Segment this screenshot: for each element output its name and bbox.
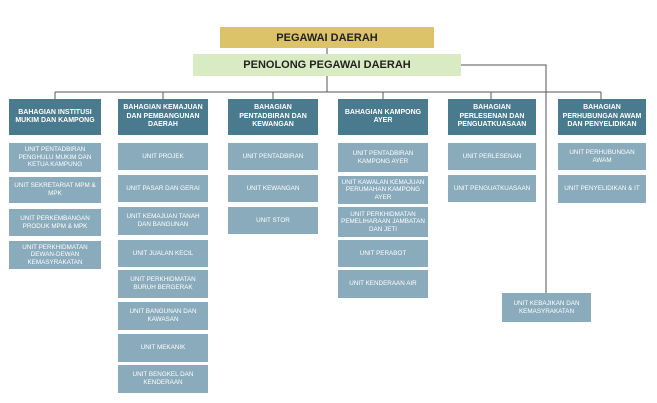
- unit-label: UNIT KEWANGAN: [246, 184, 300, 192]
- district-officer-box: [220, 27, 434, 48]
- unit-box: [118, 270, 208, 298]
- unit-label: UNIT PERKHIDMATAN DEWAN-DEWAN KEMASYRAKATAN: [22, 243, 88, 266]
- unit-box: [9, 209, 101, 236]
- department-label: BAHAGIAN PERLESENAN DAN PENGUATKUASAAN: [457, 104, 527, 129]
- department-box: [448, 99, 536, 135]
- unit-label: UNIT PERLESENAN: [462, 152, 522, 160]
- assistant-district-officer-box: [193, 54, 461, 76]
- unit-label: UNIT KAWALAN KEMAJUAN PERUMAHAN KAMPONG AYER: [341, 178, 425, 201]
- department-label: BAHAGIAN INSTITUSI MUKIM DAN KAMPONG: [15, 108, 95, 124]
- unit-box: [9, 241, 101, 269]
- unit-box: [118, 334, 208, 362]
- unit-box: [118, 207, 208, 235]
- department-label: BAHAGIAN PERHUBUNGAN AWAM DAN PENYELIDIKAN: [562, 104, 642, 129]
- unit-label: UNIT PENTADBIRAN KAMPONG AYER: [352, 149, 414, 165]
- unit-box: [558, 143, 646, 170]
- unit-box: [338, 143, 428, 172]
- unit-box: [338, 176, 428, 204]
- unit-box: [338, 207, 428, 237]
- department-box: [228, 99, 318, 135]
- department-box: [118, 99, 208, 135]
- unit-box: [338, 240, 428, 267]
- unit-box: [558, 175, 646, 203]
- unit-label: UNIT PENTADBIRAN PENGHULU MUKIM DAN KETUA KAMPUNG: [18, 146, 92, 169]
- department-label: BAHAGIAN PENTADBIRAN DAN KEWANGAN: [239, 104, 307, 129]
- unit-label: UNIT BENGKEL DAN KENDERAAN: [132, 371, 194, 386]
- department-box: [558, 99, 646, 135]
- unit-box: [118, 365, 208, 393]
- unit-box: [448, 175, 536, 202]
- assistant-district-officer-label: PENOLONG PEGAWAI DAERAH: [243, 59, 411, 71]
- unit-box: [118, 175, 208, 202]
- unit-box: [118, 240, 208, 267]
- unit-label: UNIT PENYELIDIKAN & IT: [564, 185, 640, 193]
- unit-box: [228, 143, 318, 170]
- unit-box: [9, 143, 101, 172]
- unit-label: UNIT JUALAN KECIL: [132, 249, 194, 257]
- unit-label: UNIT MEKANIK: [140, 344, 186, 352]
- unit-label: UNIT PERABOT: [359, 249, 407, 257]
- unit-label: UNIT KEMAJUAN TANAH DAN BANGUNAN: [126, 213, 200, 228]
- unit-label: UNIT PROJEK: [142, 152, 184, 160]
- unit-label: UNIT PENGUATKUASAAN: [453, 184, 531, 192]
- unit-box: [118, 302, 208, 330]
- unit-label: UNIT SEKRETARIAT MPM & MPK: [14, 182, 96, 197]
- unit-box: [448, 143, 536, 170]
- unit-box: [338, 270, 428, 298]
- department-label: BAHAGIAN KEMAJUAN DAN PEMBANGUNAN DAERAH: [123, 104, 203, 129]
- unit-label: UNIT STOR: [256, 216, 290, 224]
- unit-label: UNIT PERKEMBANGAN PRODUK MPM & MPK: [20, 214, 90, 230]
- standalone-unit-box: [502, 293, 591, 322]
- standalone-unit-label: UNIT KEBAJIKAN DAN KEMASYRAKATAN: [513, 299, 580, 315]
- unit-box: [228, 175, 318, 202]
- department-box: [338, 99, 428, 135]
- unit-label: UNIT KENDERAAN AIR: [349, 280, 417, 288]
- unit-box: [228, 207, 318, 234]
- department-box: [9, 99, 101, 135]
- unit-label: UNIT BANGUNAN DAN KAWASAN: [129, 308, 197, 323]
- unit-box: [118, 143, 208, 170]
- unit-box: [9, 177, 101, 203]
- unit-label: UNIT PERKHIDMATAN BURUH BERGERAK: [130, 276, 196, 291]
- department-label: BAHAGIAN KAMPONG AYER: [344, 108, 422, 124]
- district-officer-label: PEGAWAI DAERAH: [276, 31, 378, 44]
- unit-label: UNIT PERHUBUNGAN AWAM: [569, 148, 635, 164]
- unit-label: UNIT PASAR DAN GERAI: [126, 184, 200, 192]
- unit-label: UNIT PENTADBIRAN: [242, 152, 304, 160]
- unit-label: UNIT PERKHIDMATAN PEMELIHARAAN JAMBATAN DAN JETI: [341, 210, 425, 233]
